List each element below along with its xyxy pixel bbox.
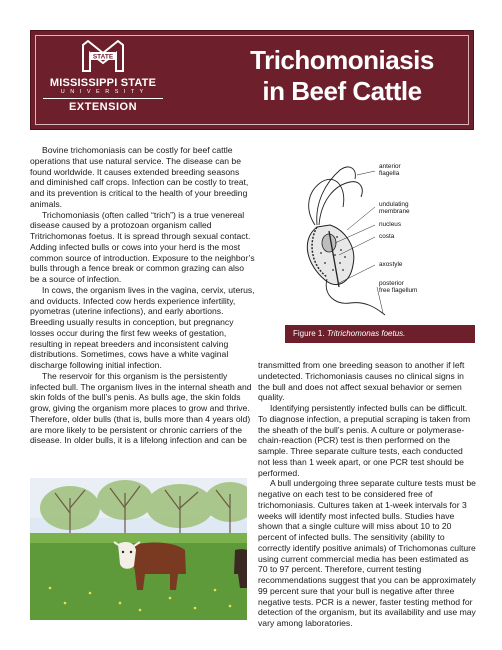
- paragraph-diagnosis: Identifying persistently infected bulls can be difficult. To diagnose infection, a preputial scraping is taken from the sheath of the bull’s penis. A culture or polymerase-chain-reaction (PCR) test is then performed on the sample. Three separate culture tests, each conducted not less than 1 week apart, or one PCR test should be performed.: [258, 403, 471, 478]
- label-costa: costa: [379, 233, 395, 240]
- label-posterior-free-flagellum: posterior free flagellum: [379, 280, 418, 294]
- figure-caption: [285, 325, 475, 343]
- page-title: [227, 45, 457, 107]
- label-axostyle: axostyle: [379, 261, 403, 268]
- protozoan-illustration: [295, 155, 445, 325]
- logo-state-text: STATE: [92, 53, 114, 61]
- label-nucleus: nucleus: [379, 221, 402, 228]
- paragraph-cause: Trichomoniasis (often called “trich”) is a true venereal disease caused by a protozoan organism called Tritrichomonas foetus. It is spread through sexual contact. Adding infected bulls or cows into your herd is the most common source of introduction. Exposure to the neighbor’s bulls through a fence break or common grazing can also be a source of infection.: [30, 209, 255, 284]
- label-undulating-membrane: undulating membrane: [379, 201, 410, 215]
- logo-university-name: MISSISSIPPI STATE: [49, 77, 157, 89]
- title-line-1: Trichomoniasis: [250, 45, 434, 75]
- logo-university-subline: U N I V E R S I T Y: [60, 89, 146, 95]
- label-anterior-flagella: anterior flagella: [379, 163, 401, 177]
- paragraph-cows: In cows, the organism lives in the vagina, cervix, uterus, and oviducts. Infected cow herds experience infertility, pyometras (uterine infections), and early abortions. Breeding usually results in conception, but pregnancy losses occur during the first few weeks of gestation, resulting in repeat breeders and inconsistent calving distributions. Sometimes, cows have a white vaginal discharge following initial infection.: [30, 284, 255, 370]
- caption-species: Tritrichomonas foetus.: [326, 329, 406, 338]
- logo-extension: EXTENSION: [68, 101, 138, 113]
- pasture-photo-illustration: [30, 478, 247, 620]
- body-column-right: [258, 360, 476, 629]
- body-column-left: [30, 145, 255, 446]
- title-line-2: in Beef Cattle: [262, 76, 422, 106]
- bulls-in-pasture-photo: [30, 478, 247, 620]
- paragraph-transmission: transmitted from one breeding season to another if left undetected. Trichomoniasis causes no clinical signs in the bull and does not affect sexual behavior or semen quality.: [258, 360, 465, 403]
- caption-prefix: Figure 1.: [293, 329, 325, 338]
- paragraph-reservoir: The reservoir for this organism is the persistently infected bull. The organism lives in the internal sheath and skin folds of the bull’s penis. As bulls age, the skin folds grow, giving the organism more places to grow and thrive. Therefore, older bulls (that is, bulls more than 4 years old) are more likely to be persistent or chronic carriers of the disease. In older bulls, it is a lifelong infection and can be: [30, 370, 252, 446]
- paragraph-intro: Bovine trichomoniasis can be costly for beef cattle operations that use natural service. The disease can be found worldwide. It causes extended breeding seasons and diminished calf crops. Infection can be costly to treat, and its prevention is critical to the health of your breeding animals.: [30, 145, 249, 209]
- msu-extension-logo: [39, 37, 167, 121]
- figure-tritrichomonas-diagram: [295, 155, 445, 325]
- paragraph-testing: A bull undergoing three separate culture tests must be negative on each test to be considered free of trichomoniasis. Cultures taken at 1-week intervals for 3 weeks will identify most infected bulls. Studies have shown that a single culture will miss about 10 to 20 percent of infected bulls. The sensitivity (ability to correctly identify positive animals) of Trichomonas culture using current commercial media has been estimated as 70 to 97 percent. Therefore, current testing recommendations suggest that you can be approximately 99 percent sure that your bull is negative after three negative tests. PCR is a newer, faster testing method for detection of the organism, but its availability and use may vary among laboratories.: [258, 478, 476, 628]
- header-banner: [30, 30, 474, 130]
- logo-divider: [43, 98, 163, 99]
- msu-m-logo-icon: [80, 37, 126, 75]
